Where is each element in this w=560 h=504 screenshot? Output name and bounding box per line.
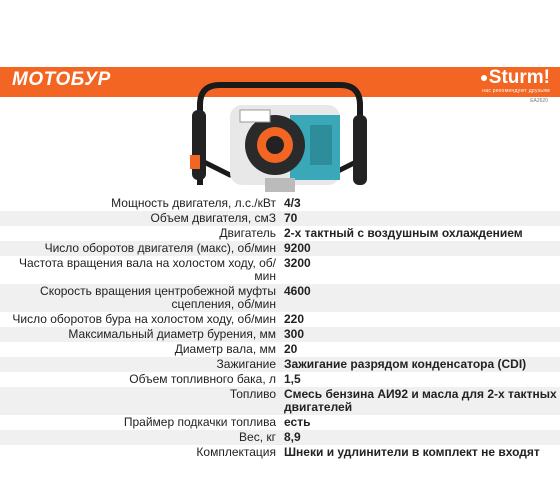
spec-label: Праймер подкачки топлива	[123, 415, 276, 429]
spec-label: Зажигание	[216, 357, 276, 371]
spec-value: 2-х тактный с воздушным охлаждением	[284, 226, 523, 240]
spec-value: 4/3	[284, 196, 301, 210]
spec-label: Максимальный диаметр бурения, мм	[68, 327, 276, 341]
spec-row	[0, 284, 560, 312]
spec-label: Объем двигателя, смЗ	[150, 211, 276, 225]
spec-label: Диаметр вала, мм	[174, 342, 276, 356]
spec-value: 220	[284, 312, 305, 326]
spec-value: Смесь бензина АИ92 и масла для 2-х тактных двигателей	[284, 387, 557, 414]
spec-label: Топливо	[229, 387, 276, 401]
spec-value: 20	[284, 342, 298, 356]
spec-label: Вес, кг	[239, 430, 276, 444]
spec-row	[0, 211, 560, 226]
spec-value: 70	[284, 211, 298, 225]
spec-row	[0, 241, 560, 256]
spec-row	[0, 196, 560, 211]
spec-label: Число оборотов бура на холостом ходу, об/мин	[12, 312, 276, 326]
spec-label: Мощность двигателя, л.с./кВт	[111, 196, 276, 210]
spec-label: Число оборотов двигателя (макс), об/мин	[44, 241, 276, 255]
spec-value: 3200	[284, 256, 311, 270]
spec-row	[0, 327, 560, 342]
logo-brand: Sturm!	[488, 67, 550, 88]
spec-row	[0, 226, 560, 241]
spec-value: Шнеки и удлинители в комплект не входят	[284, 445, 540, 459]
spec-row	[0, 357, 560, 372]
spec-row	[0, 430, 560, 445]
spec-table	[0, 196, 560, 460]
page-title: МОТОБУР	[12, 69, 111, 90]
spec-value: 8,9	[284, 430, 301, 444]
spec-value: 4600	[284, 284, 311, 298]
auger-product-image	[170, 60, 390, 200]
spec-value: есть	[284, 415, 311, 429]
spec-value: Зажигание разрядом конденсатора (CDI)	[284, 357, 527, 371]
spec-label: Комплектация	[196, 445, 276, 459]
spec-row	[0, 256, 560, 284]
model-code: EA2620	[530, 98, 548, 104]
logo-dot-icon	[481, 75, 487, 81]
spec-value: 1,5	[284, 372, 301, 386]
spec-label: Скорость вращения центробежной муфты сцепления, об/мин	[40, 284, 276, 311]
spec-label: Двигатель	[219, 226, 276, 240]
spec-value: 9200	[284, 241, 311, 255]
brand-logo	[481, 68, 550, 94]
spec-label: Объем топливного бака, л	[129, 372, 276, 386]
spec-row	[0, 372, 560, 387]
spec-label: Частота вращения вала на холостом ходу, об/мин	[19, 256, 276, 283]
spec-row	[0, 342, 560, 357]
spec-value: 300	[284, 327, 305, 341]
logo-tagline: нас рекомендуют друзьям	[482, 88, 550, 94]
spec-row	[0, 387, 560, 415]
spec-row	[0, 312, 560, 327]
spec-row	[0, 415, 560, 430]
spec-row	[0, 445, 560, 460]
